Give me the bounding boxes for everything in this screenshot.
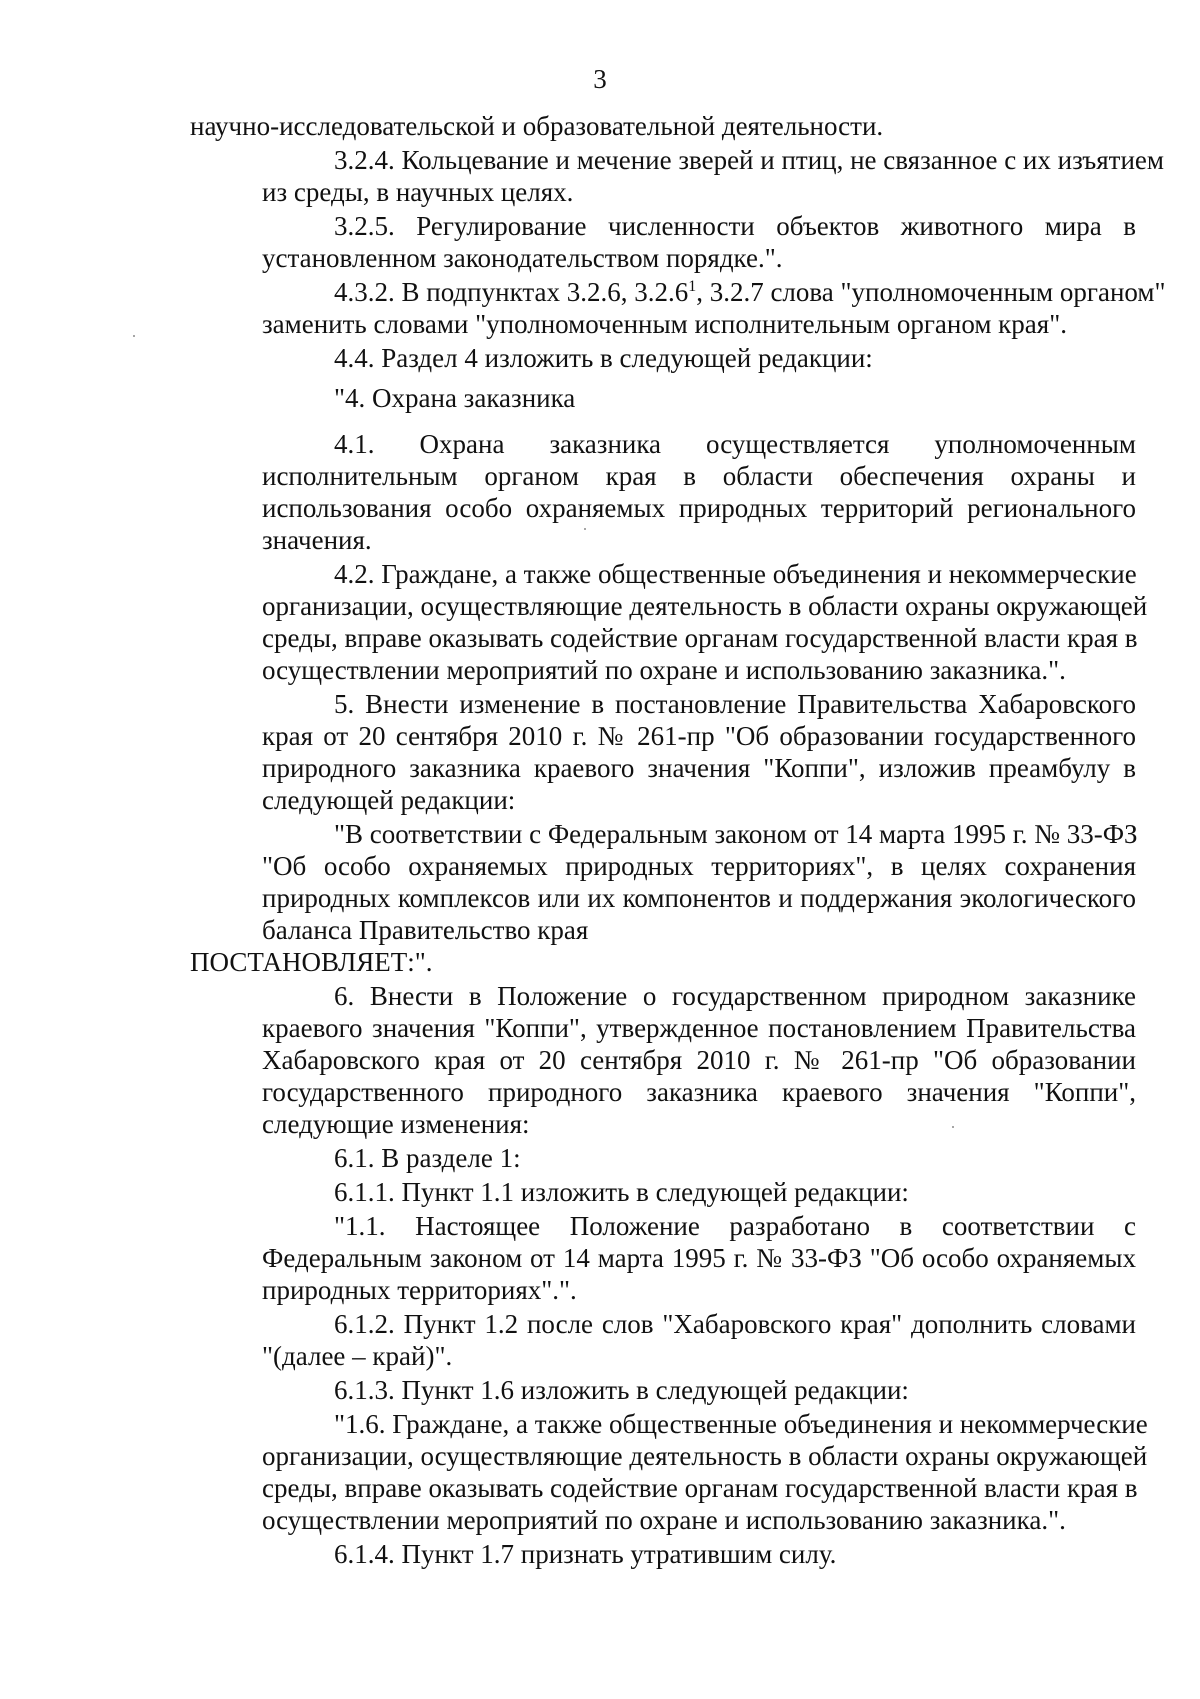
text-line: "1.1. Настоящее Положение разработано в соответствии с (334, 1211, 1136, 1241)
text-line: из среды, в научных целях. (262, 177, 574, 207)
text-line: 3.2.5. Регулирование численности объектов животного мира в (334, 211, 1136, 241)
paragraph (190, 110, 1136, 142)
text-line: 6.1.2. Пункт 1.2 после слов "Хабаровского края" дополнить словами (334, 1309, 1136, 1339)
text-line: исполнительным органом края в области обеспечения охраны и (262, 461, 1136, 491)
paragraph (190, 210, 1136, 274)
text-line: природного заказника краевого значения "Коппи", изложив преамбулу в (262, 753, 1136, 783)
text-line: 4.4. Раздел 4 изложить в следующей редакции: (334, 343, 873, 373)
text-line: "(далее – край)". (262, 1341, 453, 1371)
text-line: организации, осуществляющие деятельность в области охраны окружающей (262, 591, 1148, 621)
text-line: заменить словами "уполномоченным исполнительным органом края". (262, 309, 1067, 339)
text-line: 6.1. В разделе 1: (334, 1143, 521, 1173)
text-line: 4.1. Охрана заказника осуществляется уполномоченным (334, 429, 1136, 459)
text-line: научно-исследовательской и образовательной деятельности. (190, 111, 884, 141)
text-line: следующие изменения: (262, 1109, 530, 1139)
text-line: установленном законодательством порядке.". (262, 243, 783, 273)
section-heading (190, 382, 1136, 414)
paragraph (190, 428, 1136, 556)
text-line: "Об особо охраняемых природных территориях", в целях сохранения (262, 851, 1136, 881)
text-line: использования особо охраняемых природных территорий регионального (262, 493, 1136, 523)
paragraph (190, 946, 1136, 978)
paragraph (190, 144, 1164, 208)
paragraph (190, 1374, 1136, 1406)
text-line: 4.2. Граждане, а также общественные объединения и некоммерческие (334, 559, 1137, 589)
text-line: осуществлении мероприятий по охране и использованию заказника.". (262, 655, 1066, 685)
text-line: среды, вправе оказывать содействие органам государственной власти края в (262, 623, 1138, 653)
scan-speck (952, 1126, 954, 1128)
text-line (190, 276, 1166, 308)
scan-speck (133, 335, 135, 337)
paragraph (190, 980, 1136, 1140)
text-line: значения. (262, 525, 372, 555)
paragraph (190, 558, 1148, 686)
text-line: Хабаровского края от 20 сентября 2010 г. № 261-пр "Об образовании (262, 1045, 1136, 1075)
paragraph (190, 1210, 1136, 1306)
text-line: государственного природного заказника краевого значения "Коппи", (262, 1077, 1136, 1107)
text-line: края от 20 сентября 2010 г. № 261-пр "Об образовании государственного (262, 721, 1136, 751)
paragraph (190, 1142, 1136, 1174)
text-span: 4.3.2. В подпунктах 3.2.6, 3.2.6 (334, 277, 689, 307)
document-body (190, 110, 1166, 1570)
text-line: 6.1.4. Пункт 1.7 признать утратившим силу. (334, 1539, 837, 1569)
text-line: природных территориях".". (262, 1275, 577, 1305)
text-line: 6.1.1. Пункт 1.1 изложить в следующей редакции: (334, 1177, 909, 1207)
paragraph (190, 688, 1136, 816)
paragraph (190, 818, 1136, 946)
text-line: природных комплексов или их компонентов и поддержания экологического (262, 883, 1136, 913)
paragraph (190, 1308, 1136, 1372)
text-line: "1.6. Граждане, а также общественные объединения и некоммерческие (334, 1409, 1148, 1439)
text-line: осуществлении мероприятий по охране и использованию заказника.". (262, 1505, 1066, 1535)
text-line: 6. Внести в Положение о государственном природном заказнике (334, 981, 1136, 1011)
text-line: среды, вправе оказывать содействие органам государственной власти края в (262, 1473, 1138, 1503)
superscript: 1 (688, 278, 697, 295)
paragraph (190, 1538, 1136, 1570)
page-number: 3 (593, 64, 607, 94)
paragraph (190, 1176, 1136, 1208)
text-line: 5. Внести изменение в постановление Правительства Хабаровского (334, 689, 1136, 719)
text-span: , 3.2.7 слова "уполномоченным органом" (696, 277, 1166, 307)
scan-speck (584, 528, 586, 530)
paragraph (190, 342, 1136, 374)
text-line: краевого значения "Коппи", утвержденное постановлением Правительства (262, 1013, 1136, 1043)
text-line: организации, осуществляющие деятельность в области охраны окружающей (262, 1441, 1148, 1471)
text-line: "4. Охрана заказника (334, 383, 576, 413)
text-line: "В соответствии с Федеральным законом от 14 марта 1995 г. № 33-ФЗ (334, 819, 1138, 849)
text-line: баланса Правительство края (262, 915, 589, 945)
text-line: следующей редакции: (262, 785, 516, 815)
text-line: ПОСТАНОВЛЯЕТ:". (190, 947, 433, 977)
paragraph (190, 276, 1166, 340)
paragraph (190, 1408, 1148, 1536)
text-line: 6.1.3. Пункт 1.6 изложить в следующей редакции: (334, 1375, 909, 1405)
text-line: Федеральным законом от 14 марта 1995 г. № 33-ФЗ "Об особо охраняемых (262, 1243, 1136, 1273)
text-line: 3.2.4. Кольцевание и мечение зверей и птиц, не связанное с их изъятием (334, 145, 1164, 175)
